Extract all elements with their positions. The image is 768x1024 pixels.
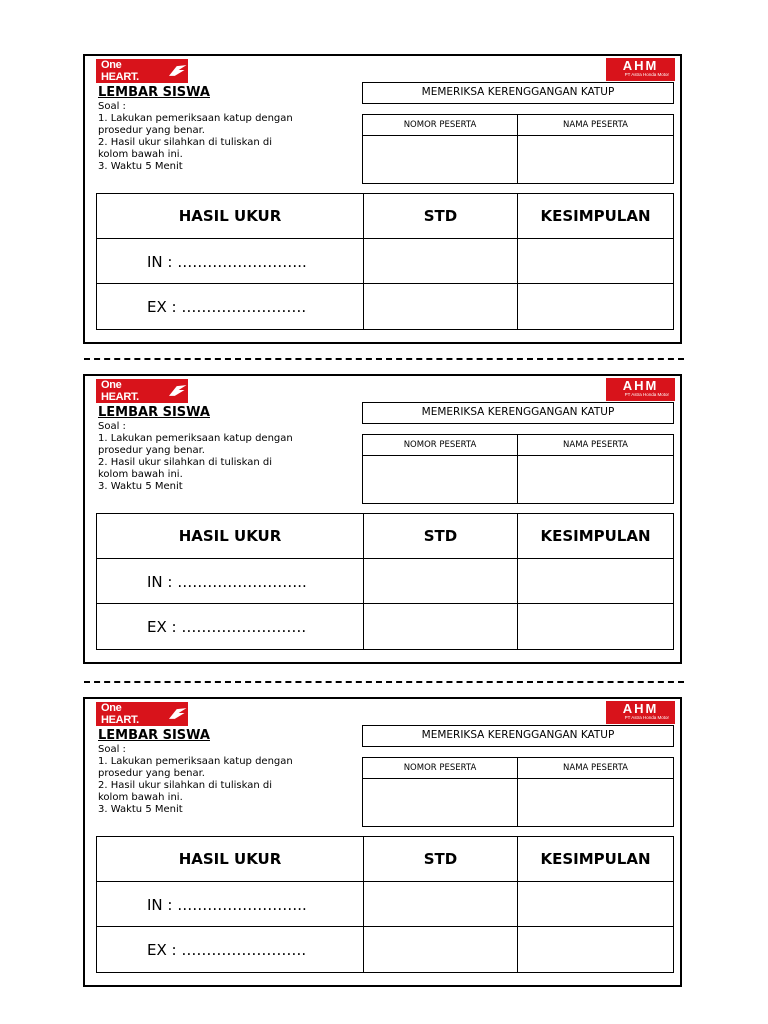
table-divider	[517, 435, 518, 503]
topic-box: MEMERIKSA KERENGGANGAN KATUP	[362, 82, 674, 104]
honda-wing-icon	[167, 384, 188, 398]
student-sheet-card-1	[83, 54, 682, 344]
instructions	[98, 744, 298, 816]
sheet-title: LEMBAR SISWA	[98, 728, 210, 743]
ahm-logo-subtext: PT Astra Honda Motor	[624, 392, 669, 397]
table-divider	[97, 881, 673, 882]
ahm-logo-text: AHM	[622, 378, 659, 393]
instruction-line: prosedur yang benar.	[98, 768, 205, 779]
table-divider	[363, 837, 364, 972]
sheet-title: LEMBAR SISWA	[98, 405, 210, 420]
instruction-line: prosedur yang benar.	[98, 125, 205, 136]
result-header-measurement: HASIL UKUR	[178, 207, 282, 225]
table-divider	[363, 514, 364, 649]
participant-number-header: NOMOR PESERTA	[403, 440, 477, 450]
instruction-line: 3. Waktu 5 Menit	[98, 481, 183, 492]
table-divider	[97, 238, 673, 239]
brand-left-text: One HEART.	[101, 379, 139, 403]
ahm-logo-subtext: PT Astra Honda Motor	[624, 715, 669, 720]
instruction-line: 2. Hasil ukur silahkan di tuliskan di	[98, 457, 272, 468]
row-ex: EX : …………………….	[147, 618, 307, 636]
instruction-line: prosedur yang benar.	[98, 445, 205, 456]
table-divider	[97, 558, 673, 559]
participant-name-header: NAMA PESERTA	[563, 763, 628, 773]
participant-name-header: NAMA PESERTA	[563, 440, 628, 450]
result-header-std: STD	[423, 850, 458, 868]
ahm-logo	[606, 701, 675, 724]
table-divider	[363, 135, 673, 136]
instruction-line: 3. Waktu 5 Menit	[98, 161, 183, 172]
table-divider	[363, 455, 673, 456]
brand-left-text: One HEART.	[101, 702, 139, 726]
table-divider	[97, 603, 673, 604]
ahm-logo-text: AHM	[622, 701, 659, 716]
instruction-line: 2. Hasil ukur silahkan di tuliskan di	[98, 137, 272, 148]
instruction-line: Soal :	[98, 744, 126, 755]
table-divider	[517, 837, 518, 972]
row-in: IN : ……………………..	[147, 896, 307, 914]
participant-name-header: NAMA PESERTA	[563, 120, 628, 130]
student-sheet-card-2	[83, 374, 682, 664]
result-table	[96, 836, 674, 973]
ahm-logo-subtext: PT Astra Honda Motor	[624, 72, 669, 77]
sheet-title: LEMBAR SISWA	[98, 85, 210, 100]
instruction-line: 1. Lakukan pemeriksaan katup dengan	[98, 113, 293, 124]
ahm-logo	[606, 378, 675, 401]
one-heart-logo	[96, 59, 188, 83]
instruction-line: 2. Hasil ukur silahkan di tuliskan di	[98, 780, 272, 791]
one-heart-logo	[96, 702, 188, 726]
student-sheet-card-3	[83, 697, 682, 987]
row-ex: EX : …………………….	[147, 941, 307, 959]
instruction-line: 1. Lakukan pemeriksaan katup dengan	[98, 756, 293, 767]
result-header-measurement: HASIL UKUR	[178, 527, 282, 545]
ahm-logo	[606, 58, 675, 81]
table-divider	[97, 926, 673, 927]
honda-wing-icon	[167, 707, 188, 721]
table-divider	[363, 778, 673, 779]
topic-box: MEMERIKSA KERENGGANGAN KATUP	[362, 402, 674, 424]
cut-line	[84, 681, 684, 683]
instruction-line: 3. Waktu 5 Menit	[98, 804, 183, 815]
instruction-line: kolom bawah ini.	[98, 149, 183, 160]
participant-table	[362, 434, 674, 504]
result-header-measurement: HASIL UKUR	[178, 850, 282, 868]
result-header-conclusion: KESIMPULAN	[540, 850, 651, 868]
table-divider	[517, 115, 518, 183]
instruction-line: kolom bawah ini.	[98, 469, 183, 480]
result-table	[96, 513, 674, 650]
row-in: IN : ……………………..	[147, 253, 307, 271]
participant-number-header: NOMOR PESERTA	[403, 763, 477, 773]
instructions	[98, 101, 298, 173]
instruction-line: 1. Lakukan pemeriksaan katup dengan	[98, 433, 293, 444]
participant-number-header: NOMOR PESERTA	[403, 120, 477, 130]
participant-table	[362, 757, 674, 827]
result-table	[96, 193, 674, 330]
instruction-line: kolom bawah ini.	[98, 792, 183, 803]
table-divider	[363, 194, 364, 329]
brand-left-text: One HEART.	[101, 59, 139, 83]
table-divider	[517, 758, 518, 826]
result-header-conclusion: KESIMPULAN	[540, 527, 651, 545]
instructions	[98, 421, 298, 493]
row-in: IN : ……………………..	[147, 573, 307, 591]
ahm-logo-text: AHM	[622, 58, 659, 73]
instruction-line: Soal :	[98, 101, 126, 112]
table-divider	[517, 514, 518, 649]
topic-box: MEMERIKSA KERENGGANGAN KATUP	[362, 725, 674, 747]
result-header-std: STD	[423, 527, 458, 545]
table-divider	[97, 283, 673, 284]
one-heart-logo	[96, 379, 188, 403]
instruction-line: Soal :	[98, 421, 126, 432]
honda-wing-icon	[167, 64, 188, 78]
result-header-std: STD	[423, 207, 458, 225]
participant-table	[362, 114, 674, 184]
cut-line	[84, 358, 684, 360]
table-divider	[517, 194, 518, 329]
result-header-conclusion: KESIMPULAN	[540, 207, 651, 225]
row-ex: EX : …………………….	[147, 298, 307, 316]
